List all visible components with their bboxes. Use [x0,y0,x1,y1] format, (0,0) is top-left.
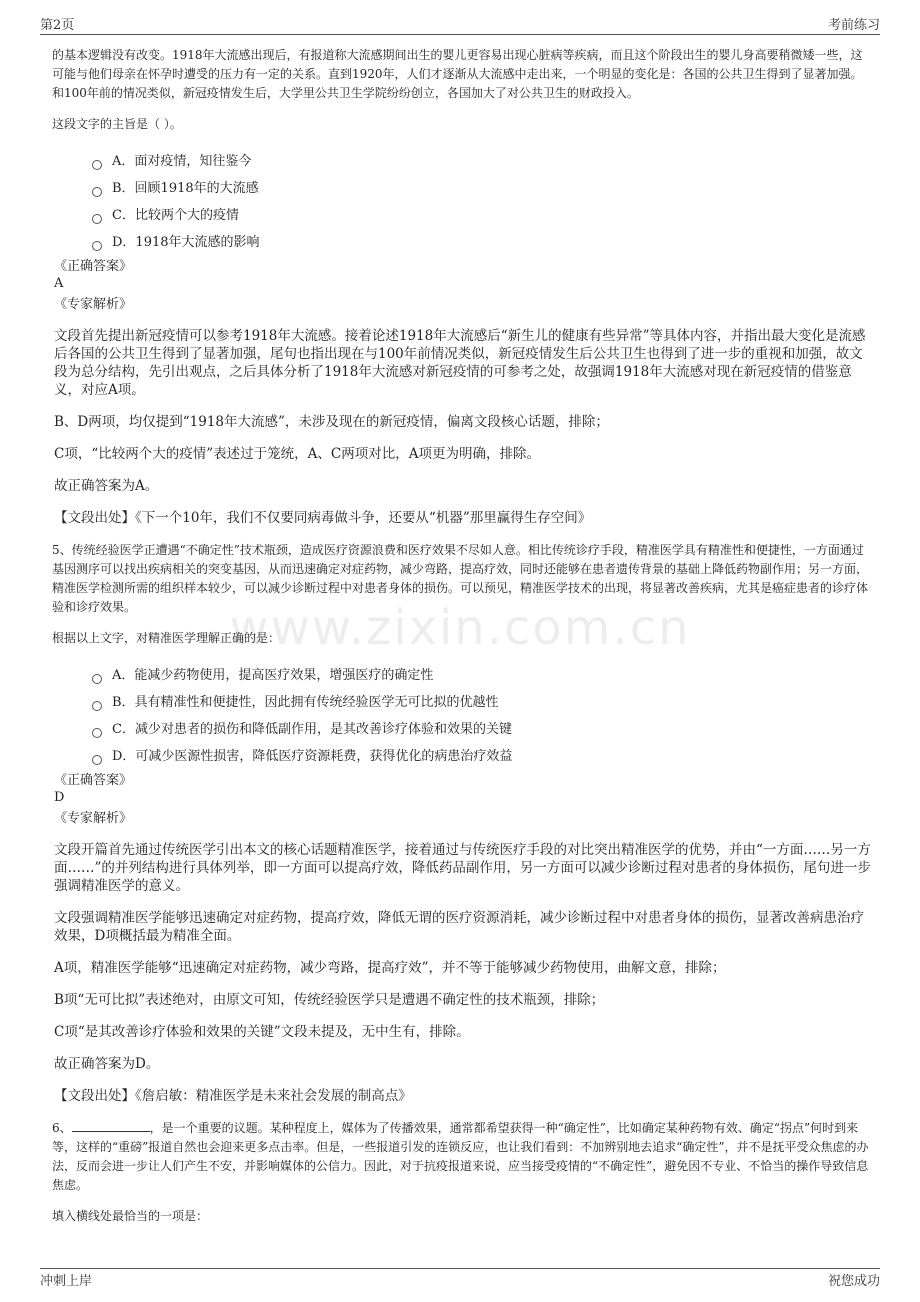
question-4-prompt: 这段文字的主旨是（ ）。 [52,117,182,131]
header-divider [40,34,880,35]
radio-icon[interactable] [92,701,102,711]
answer-value: D [54,790,65,805]
option-a[interactable] [92,662,872,689]
explanation-paragraph: 故正确答案为D。 [54,1056,160,1072]
option-label: B．具有精准性和便捷性，因此拥有传统经验医学无可比拟的优越性 [112,695,499,710]
option-label: D．1918年大流感的影响 [112,235,260,250]
radio-icon[interactable] [92,214,102,224]
question-5-options [92,662,872,770]
explanation-paragraph: 文段强调精准医学能够迅速确定对症药物，提高疗效，降低无谓的医疗资源消耗，减少诊断过程中对患者身体的损伤，显著改善病患治疗效果，D项概括最为精准全面。 [54,910,864,944]
radio-icon[interactable] [92,241,102,251]
question-5 [52,541,872,1105]
radio-icon[interactable] [92,674,102,684]
page-header [40,10,880,32]
footer-right-text: 祝您成功 [827,1274,880,1289]
option-label: B．回顾1918年的大流感 [112,181,259,196]
question-6 [52,1119,872,1226]
watermark: www.zixin.com.cn [229,600,691,656]
footer-left-text: 冲刺上岸 [40,1274,93,1289]
option-c[interactable] [92,716,872,743]
footer-divider [40,1268,880,1269]
explanation-paragraph: B项“无可比拟”表述绝对，由原文可知，传统经验医学只是遭遇不确定性的技术瓶颈，排除； [54,992,605,1008]
source-citation: 【文段出处】《詹启敏：精准医学是未来社会发展的制高点》 [54,1088,412,1104]
explanation-paragraph: 文段开篇首先通过传统医学引出本文的核心话题精准医学，接着通过与传统医疗手段的对比突出精准医学的优势，并由“一方面……另一方面……”的并列结构进行具体列举，即一方面可以提高疗效，降低药品副作用，另一方面可以减少诊断过程对患者的身体损伤，尾句进一步强调精准医学的意义。 [54,842,871,894]
radio-icon[interactable] [92,728,102,738]
question-number: 6、 [52,1121,72,1135]
question-5-prompt: 根据以上文字，对精准医学理解正确的是： [52,631,281,645]
option-d[interactable] [92,229,872,256]
explanation-paragraph: A项，精准医学能够“迅速确定对症药物，减少弯路，提高疗效”，并不等于能够减少药物使用，曲解文意，排除； [54,960,726,976]
question-6-text: ，是一个重要的议题。某种程度上，媒体为了传播效果，通常都希望获得一种“确定性”，比如确定某种药物有效、确定“拐点”何时到来等，这样的“重磅”报道自然也会迎来更多点击率。但是，一些报道引发的连锁反应，也让我们看到：不加辨别地去追求“确定性”，并不是抚平受众焦虑的办法，反而会进一步让人们产生不安，并影响媒体的公信力。因此，对于抗疫报道来说，应当接受疫情的“不确定性”，避免因不专业、不恰当的操作导致信息焦虑。 [52,1121,869,1192]
explanation-paragraph: 故正确答案为A。 [54,478,159,494]
radio-icon[interactable] [92,187,102,197]
question-4 [52,46,872,527]
fill-blank[interactable] [72,1119,150,1132]
radio-icon[interactable] [92,755,102,765]
question-6-passage [52,1119,872,1195]
question-4-passage: 的基本逻辑没有改变。1918年大流感出现后，有报道称大流感期间出生的婴儿更容易出现心脏病等疾病，而且这个阶段出生的婴儿身高要稍微矮一些，这可能与他们母亲在怀孕时遭受的压力有一定的关系。直到1920年，人们才逐渐从大流感中走出来，一个明显的变化是：各国的公共卫生得到了显著加强。和100年前的情况类似，新冠疫情发生后，大学里公共卫生学院纷纷创立，各国加大了对公共卫生的财政投入。 [52,48,863,100]
option-c[interactable] [92,202,872,229]
radio-icon[interactable] [92,160,102,170]
option-d[interactable] [92,743,872,770]
explanation-paragraph: 文段首先提出新冠疫情可以参考1918年大流感。接着论述1918年大流感后“新生儿的健康有些异常”等具体内容，并指出最大变化是流感后各国的公共卫生得到了显著加强，尾句也指出现在与100年前情况类似，新冠疫情发生后公共卫生也得到了进一步的重视和加强，故文段为总分结构，先引出观点，之后具体分析了1918年大流感对新冠疫情的可参考之处，故强调1918年大流感对现在新冠疫情的借鉴意义，对应A项。 [54,328,866,398]
option-label: A．面对疫情，知往鉴今 [112,154,252,169]
answer-label: 《正确答案》 [54,259,133,274]
explanation-paragraph: C项“是其改善诊疗体验和效果的关键”文段未提及，无中生有，排除。 [54,1024,470,1040]
source-citation: 【文段出处】《下一个10年，我们不仅要同病毒做斗争，还要从“机器”那里赢得生存空间》 [54,510,592,526]
document-body [52,40,872,1240]
explanation-label: 《专家解析》 [54,297,133,312]
explanation-paragraph: B、D两项，均仅提到“1918年大流感”，未涉及现在的新冠疫情，偏离文段核心话题，排除； [54,414,609,430]
explanation-paragraph: C项，“比较两个大的疫情”表述过于笼统，A、C两项对比，A项更为明确，排除。 [54,446,540,462]
option-label: C．比较两个大的疫情 [112,208,239,223]
answer-label: 《正确答案》 [54,773,133,788]
option-b[interactable] [92,175,872,202]
option-label: C．减少对患者的损伤和降低副作用，是其改善诊疗体验和效果的关键 [112,722,512,737]
question-5-passage: 5、传统经验医学正遭遇“不确定性”技术瓶颈，造成医疗资源浪费和医疗效果不尽如人意。相比传统诊疗手段，精准医学具有精准性和便捷性，一方面通过基因测序可以找出疾病相关的突变基因，从而迅速确定对症药物，减少弯路，提高疗效，同时还能够在患者遗传背景的基础上降低药物副作用；另一方面，精准医学检测所需的组织样本较少，可以减少诊断过程中对患者身体的损伤。可以预见，精准医学技术的出现，将显著改善疾病，尤其是癌症患者的诊疗体验和诊疗效果。 [52,543,869,614]
question-6-prompt: 填入横线处最恰当的一项是： [52,1209,209,1223]
answer-value: A [54,276,64,291]
question-4-options [92,148,872,256]
option-label: D．可减少医源性损害，降低医疗资源耗费，获得优化的病患治疗效益 [112,749,513,764]
option-b[interactable] [92,689,872,716]
option-a[interactable] [92,148,872,175]
header-title: 考前练习 [827,18,880,33]
option-label: A．能减少药物使用，提高医疗效果，增强医疗的确定性 [112,668,434,683]
explanation-label: 《专家解析》 [54,811,133,826]
page-number: 第2页 [40,18,75,33]
